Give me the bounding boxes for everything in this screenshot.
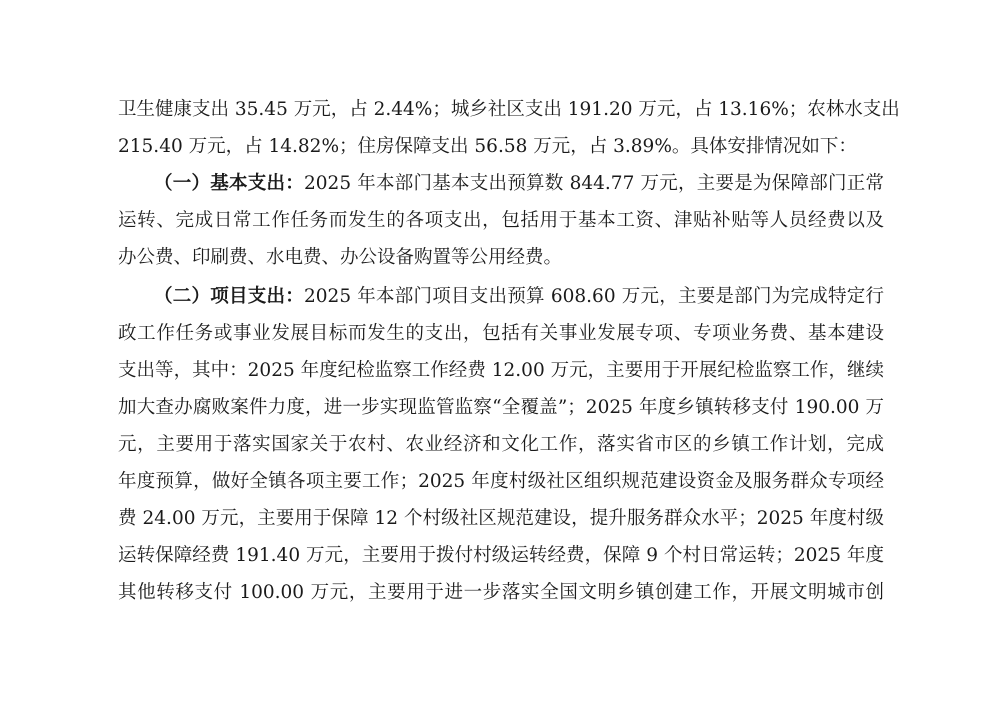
section-project-expenditure — [154, 279, 884, 315]
paragraph-line: 费 24.00 万元，主要用于保障 12 个村级社区规范建设，提升服务群众水平；2025 年度村级 — [118, 508, 884, 529]
paragraph-line: 元，主要用于落实国家关于农村、农业经济和文化工作，落实省市区的乡镇工作计划，完成 — [118, 434, 884, 455]
section-basic-expenditure — [154, 166, 884, 202]
paragraph-line: 卫生健康支出 35.45 万元，占 2.44%；城乡社区支出 191.20 万元，占 13.16%；农林水支出 — [118, 99, 900, 120]
paragraph-line: 年度预算，做好全镇各项主要工作；2025 年度村级社区组织规范建设资金及服务群众专项经 — [118, 471, 884, 492]
paragraph-line: 政工作任务或事业发展目标而发生的支出，包括有关事业发展专项、专项业务费、基本建设 — [118, 323, 884, 344]
heading-basic-expenditure: （一）基本支出： — [154, 173, 305, 194]
paragraph-text: 2025 年本部门基本支出预算数 844.77 万元，主要是为保障部门正常 — [304, 173, 884, 194]
paragraph-line: 运转保障经费 191.40 万元，主要用于拨付村级运转经费，保障 9 个村日常运转；2025 年度 — [118, 545, 884, 566]
paragraph-line: 其他转移支付 100.00 万元，主要用于进一步落实全国文明乡镇创建工作，开展文明城市创 — [118, 582, 884, 603]
paragraph-line: 运转、完成日常工作任务而发生的各项支出，包括用于基本工资、津贴补贴等人员经费以及 — [118, 210, 884, 231]
paragraph-text: 2025 年本部门项目支出预算 608.60 万元，主要是部门为完成特定行 — [304, 286, 884, 307]
paragraph-line: 办公费、印刷费、水电费、办公设备购置等公用经费。 — [118, 247, 563, 268]
heading-project-expenditure: （二）项目支出： — [154, 286, 305, 307]
paragraph-line: 支出等，其中：2025 年度纪检监察工作经费 12.00 万元，主要用于开展纪检监察工作，继续 — [118, 360, 884, 381]
paragraph-line: 215.40 万元，占 14.82%；住房保障支出 56.58 万元，占 3.89%。具体安排情况如下： — [118, 136, 857, 157]
paragraph-line: 加大查办腐败案件力度，进一步实现监管监察“全覆盖”；2025 年度乡镇转移支付 190.00 万 — [118, 397, 884, 418]
